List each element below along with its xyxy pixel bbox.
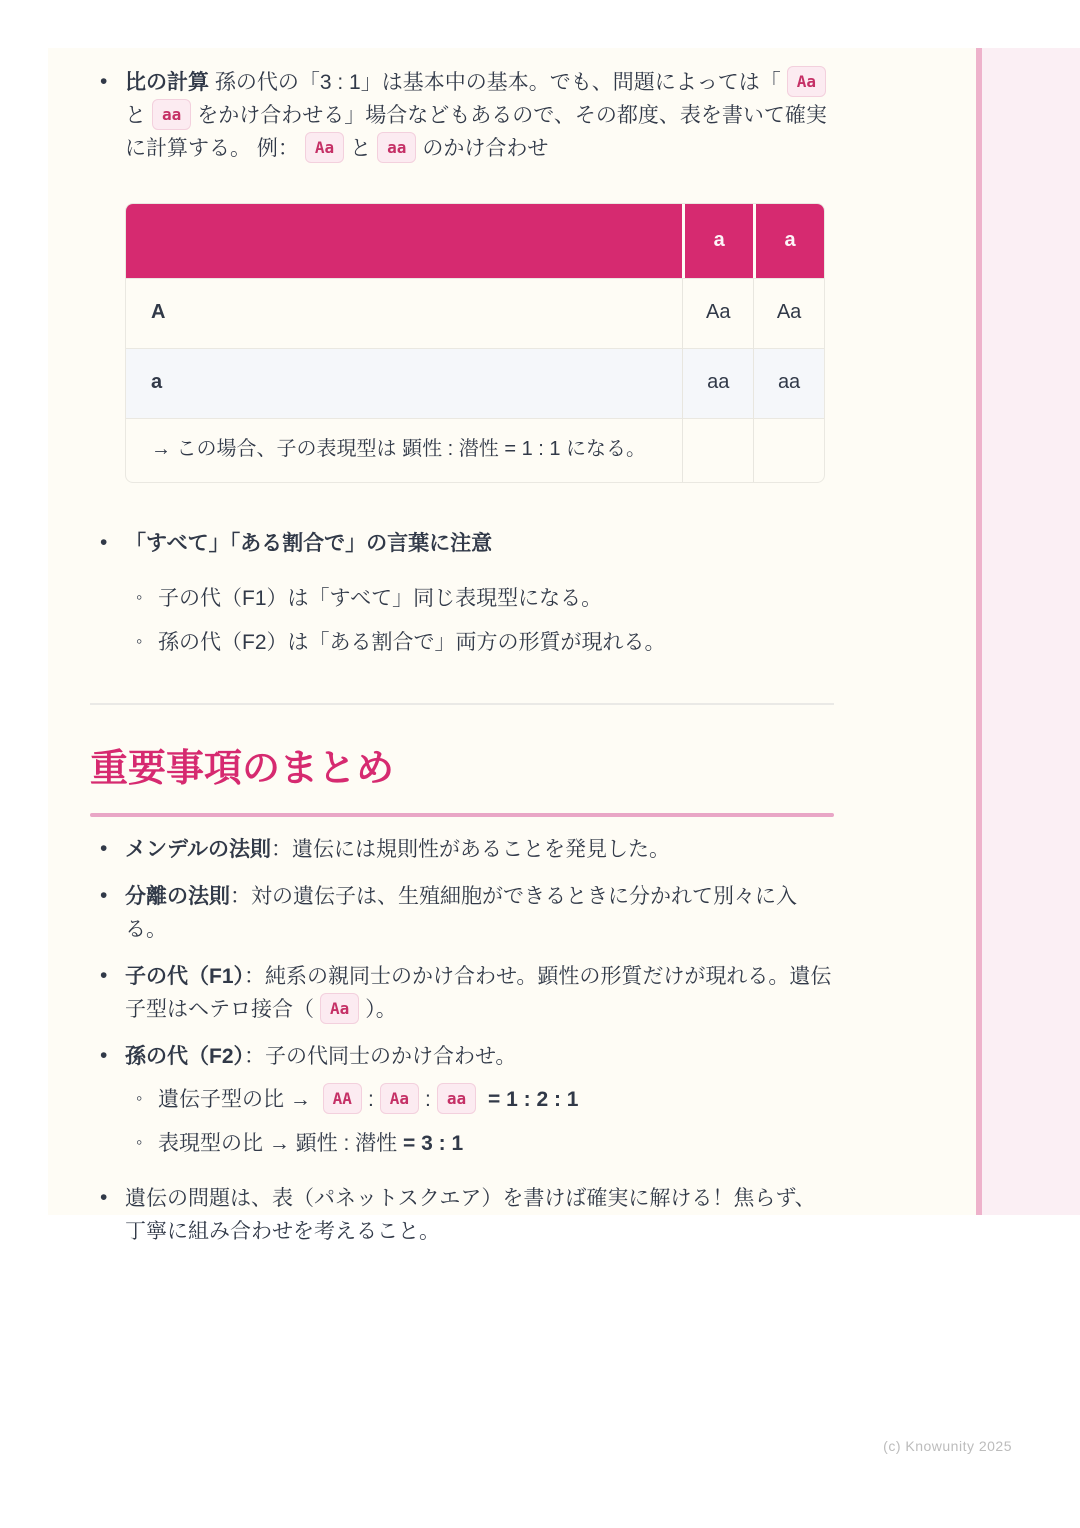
bullet-icon bbox=[100, 1181, 107, 1214]
f2-generation-text: ：子の代同士のかけ合わせ。 bbox=[244, 1045, 517, 1069]
segregation-law-lead: 分離の法則 bbox=[125, 884, 230, 908]
genotype-cell: Aa bbox=[753, 278, 824, 348]
f1-generation-text-1: ：純系の親同士のかけ合わせ。顕性の形質だけが現れる。遺伝子型はヘテロ接合（ bbox=[125, 965, 832, 1022]
bullet-icon bbox=[100, 879, 107, 912]
mendel-law-lead: メンデルの法則 bbox=[125, 837, 271, 861]
ratio-calc-text-4: と bbox=[350, 137, 372, 161]
punnett-square-table bbox=[125, 203, 825, 483]
gene-code-badge: aa bbox=[152, 99, 191, 130]
empty-cell bbox=[682, 418, 753, 482]
mendel-law-text: ：遺伝には規則性があることを発見した。 bbox=[270, 837, 670, 861]
ratio-calc-text-3: をかけ合わせる」場合などもあるので、その都度、表を書いて確実に計算する。 例： bbox=[125, 104, 827, 161]
bullet-icon bbox=[100, 1039, 107, 1072]
phenotype-ratio-result: = 3 : 1 bbox=[403, 1131, 464, 1155]
ratio-calc-text-5: のかけ合わせ bbox=[422, 137, 549, 161]
list-item-f2-ratio bbox=[90, 626, 834, 659]
gamete-column-header: a bbox=[753, 204, 824, 278]
gene-code-badge: Aa bbox=[305, 132, 344, 163]
bullet-icon bbox=[100, 65, 107, 98]
table-row bbox=[126, 278, 824, 348]
bullet-icon bbox=[100, 832, 107, 865]
gene-code-badge: aa bbox=[437, 1083, 476, 1114]
copyright-watermark: (c) Knowunity 2025 bbox=[883, 1438, 1012, 1454]
ratio-separator: : bbox=[425, 1087, 431, 1111]
circle-bullet-icon bbox=[136, 583, 142, 611]
circle-bullet-icon bbox=[136, 627, 142, 655]
f1-generation-lead: 子の代（F1） bbox=[125, 965, 245, 989]
list-item-f2-generation bbox=[90, 1040, 834, 1073]
advice-text: 遺伝の問題は、表（パネットスクエア）を書けば確実に解ける！焦らず、丁寧に組み合わせを考えること。 bbox=[125, 1187, 816, 1244]
table-note-row bbox=[126, 418, 824, 482]
ratio-calc-text-1: 孫の代の「3 : 1」は基本中の基本。でも、問題によっては「 bbox=[209, 71, 781, 94]
ratio-calc-text-2: と bbox=[125, 104, 146, 128]
list-item-f1-all bbox=[90, 582, 834, 615]
page-content bbox=[90, 52, 834, 1248]
note-page bbox=[48, 48, 1080, 1244]
bullet-icon bbox=[100, 526, 107, 559]
gene-code-badge: aa bbox=[377, 132, 416, 163]
list-item-attention bbox=[90, 527, 834, 560]
list-item-advice bbox=[90, 1182, 834, 1248]
gene-code-badge: Aa bbox=[320, 993, 359, 1024]
gene-code-badge: AA bbox=[323, 1083, 362, 1114]
list-item-ratio-calc bbox=[90, 66, 834, 166]
f1-all-text: 子の代（F1）は「すべて」同じ表現型になる。 bbox=[158, 586, 603, 610]
genotype-cell: aa bbox=[753, 348, 824, 418]
pink-margin-bar bbox=[976, 48, 1080, 1215]
circle-bullet-icon bbox=[136, 1084, 142, 1112]
ratio-separator: : bbox=[367, 1087, 374, 1111]
list-item-phenotype-ratio bbox=[90, 1127, 834, 1160]
gamete-column-header: a bbox=[682, 204, 753, 278]
list-item-genotype-ratio bbox=[90, 1083, 834, 1116]
row-label: A bbox=[126, 278, 682, 348]
gene-code-badge: Aa bbox=[380, 1083, 419, 1114]
attention-title: 「すべて」「ある割合で」の言葉に注意 bbox=[125, 531, 493, 555]
genotype-cell: Aa bbox=[682, 278, 753, 348]
circle-bullet-icon bbox=[136, 1128, 142, 1156]
section-heading: 重要事項のまとめ bbox=[90, 748, 395, 791]
f1-generation-text-2: ）。 bbox=[365, 998, 397, 1022]
genotype-ratio-text: 遺伝子型の比 → bbox=[158, 1087, 317, 1111]
genotype-cell: aa bbox=[682, 348, 753, 418]
segregation-law-text: ：対の遺伝子は、生殖細胞ができるときに分かれて別々に入る。 bbox=[125, 884, 797, 941]
ratio-calc-lead: 比の計算 bbox=[125, 71, 209, 94]
bullet-icon bbox=[100, 959, 107, 992]
table-corner-cell bbox=[126, 204, 682, 278]
row-label: a bbox=[126, 348, 682, 418]
table-note-text: → この場合、子の表現型は 顕性 : 潜性 = 1 : 1 になる。 bbox=[126, 418, 682, 482]
heading-underline bbox=[90, 813, 834, 817]
list-item-segregation-law bbox=[90, 880, 834, 946]
f2-ratio-text: 孫の代（F2）は「ある割合で」両方の形質が現れる。 bbox=[158, 630, 666, 654]
gene-code-badge: Aa bbox=[787, 66, 826, 97]
summary-list bbox=[90, 833, 834, 1249]
phenotype-ratio-text: 表現型の比 → 顕性 : 潜性 bbox=[158, 1131, 404, 1155]
genotype-ratio-result: = 1 : 2 : 1 bbox=[488, 1087, 579, 1111]
empty-cell bbox=[753, 418, 824, 482]
table-header-row bbox=[126, 204, 824, 278]
section-divider bbox=[90, 703, 834, 705]
table-row bbox=[126, 348, 824, 418]
list-item-f1-generation bbox=[90, 960, 834, 1026]
f2-generation-lead: 孫の代（F2） bbox=[125, 1045, 245, 1069]
list-item-mendel-law bbox=[90, 833, 834, 866]
